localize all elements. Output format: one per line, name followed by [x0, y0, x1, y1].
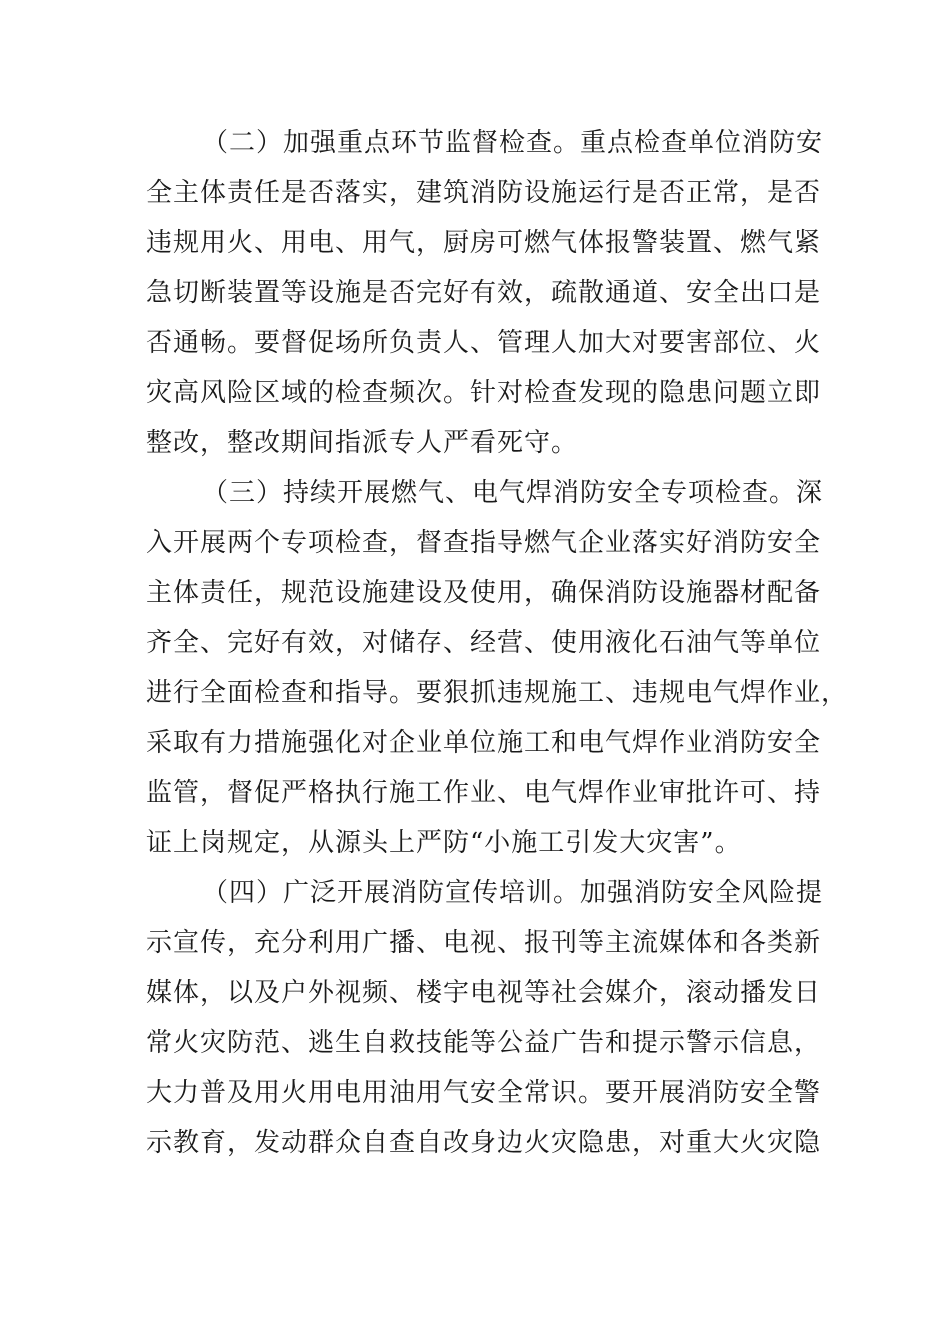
paragraph-line: 常火灾防范、逃生自救技能等公益广告和提示警示信息，	[146, 1028, 822, 1058]
paragraph-line: 否通畅。要督促场所负责人、管理人加大对要害部位、火	[146, 328, 822, 358]
paragraph-line: 进行全面检查和指导。要狠抓违规施工、违规电气焊作业，	[146, 678, 849, 708]
paragraph-section-3	[146, 468, 849, 868]
paragraph-line: 整改，整改期间指派专人严看死守。	[146, 428, 579, 458]
paragraph-line: 全主体责任是否落实，建筑消防设施运行是否正常，是否	[146, 178, 822, 208]
paragraph-line: （二）加强重点环节监督检查。重点检查单位消防安	[202, 128, 824, 158]
paragraph-line: （三）持续开展燃气、电气焊消防安全专项检查。深	[202, 478, 824, 508]
paragraph-line: 大力普及用火用电用油用气安全常识。要开展消防安全警	[146, 1078, 822, 1108]
paragraph-line: 急切断装置等设施是否完好有效，疏散通道、安全出口是	[146, 278, 822, 308]
paragraph-section-4	[146, 868, 824, 1168]
paragraph-line: 违规用火、用电、用气，厨房可燃气体报警装置、燃气紧	[146, 228, 822, 258]
paragraph-line: 齐全、完好有效，对储存、经营、使用液化石油气等单位	[146, 628, 822, 658]
paragraph-line: 采取有力措施强化对企业单位施工和电气焊作业消防安全	[146, 728, 822, 758]
paragraph-line: 监管，督促严格执行施工作业、电气焊作业审批许可、持	[146, 778, 822, 808]
paragraph-line: 证上岗规定，从源头上严防“小施工引发大灾害”。	[146, 828, 742, 858]
paragraph-line: 入开展两个专项检查，督查指导燃气企业落实好消防安全	[146, 528, 822, 558]
paragraph-line: 灾高风险区域的检查频次。针对检查发现的隐患问题立即	[146, 378, 822, 408]
document-body	[146, 118, 849, 1168]
paragraph-line: 媒体，以及户外视频、楼宇电视等社会媒介，滚动播发日	[146, 978, 822, 1008]
paragraph-line: （四）广泛开展消防宣传培训。加强消防安全风险提	[202, 878, 824, 908]
paragraph-line: 示宣传，充分利用广播、电视、报刊等主流媒体和各类新	[146, 928, 822, 958]
paragraph-section-2	[146, 118, 824, 468]
paragraph-line: 示教育，发动群众自查自改身边火灾隐患，对重大火灾隐	[146, 1128, 822, 1158]
paragraph-line: 主体责任，规范设施建设及使用，确保消防设施器材配备	[146, 578, 822, 608]
